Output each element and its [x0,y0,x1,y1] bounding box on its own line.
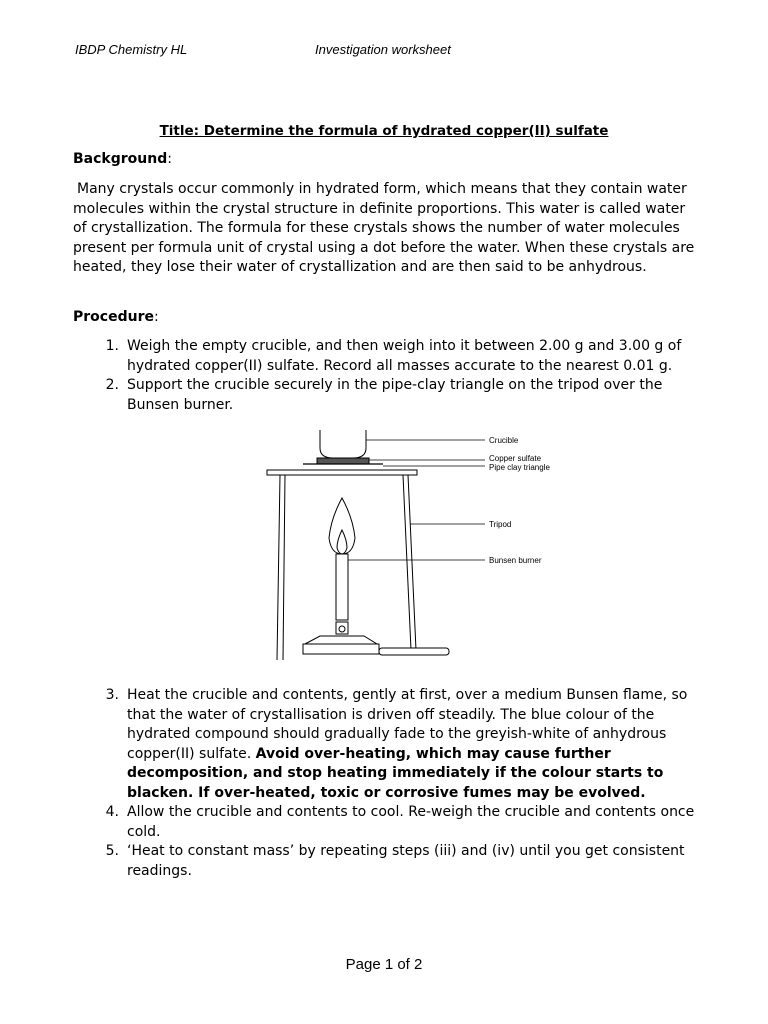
tripod-top [267,470,417,475]
step-number: 2. [105,377,119,393]
header-course: IBDP Chemistry HL [75,42,188,57]
step-3-text: Heat the crucible and contents, gently at first, over a medium Bunsen flame, so that the water of crystallisation is driven off steadily. The blue colour of the hydrated compound should gradually fade to the greyish-white of anhydrous copper(II) sulfate. [127,687,688,762]
step-text: Weigh the empty crucible, and then weigh into it between 2.00 g and 3.00 g of hydrated copper(II) sulfate. Record all masses accurate to the nearest 0.01 g. [127,338,682,374]
crucible-shape [320,430,366,458]
procedure-heading: Procedure: [73,309,159,325]
step-2 [73,376,709,415]
label-copper-sulfate: Copper sulfate [489,454,542,463]
step-number: 5. [105,843,119,859]
copper-sulfate-shape [317,458,369,464]
background-heading: Background: [73,151,172,167]
background-text: Many crystals occur commonly in hydrated form, which means that they contain water molecules within the crystal structure in definite proportions. This water is called water of crystallization. The formula for these crystals shows the number of water molecules present per formula unit of crystal using a dot before the water. When these crystals are heated, they lose their water of crystallization and are then said to be anhydrous. [73,181,695,275]
document-title: Title: Determine the formula of hydrated copper(II) sulfate [159,123,609,139]
step-1 [73,337,709,376]
step-number: 4. [105,804,119,820]
step-text: ‘Heat to constant mass’ by repeating steps (iii) and (iv) until you get consistent readings. [127,843,685,879]
procedure-steps-bottom [73,686,709,881]
step-text: Support the crucible securely in the pipe-clay triangle on the tripod over the Bunsen burner. [127,377,663,413]
procedure-steps-top [73,337,709,415]
step-3 [73,686,709,803]
step-text [119,686,709,803]
step-3-warning: Avoid over-heating, which may cause further decomposition, and stop heating immediately if the colour starts to blacken. If over-heated, toxic or corrosive fumes may be evolved. [127,745,664,801]
apparatus-diagram [245,430,550,670]
step-number: 1. [105,338,119,354]
step-4 [73,803,709,842]
label-bunsen: Bunsen burner [489,556,542,565]
burner-tube [336,554,348,620]
label-pipe-clay: Pipe clay triangle [489,463,550,472]
tripod-leg-right [403,475,411,650]
header-doc-type: Investigation worksheet [315,42,451,57]
burner-base [305,636,377,644]
label-tripod: Tripod [489,520,512,529]
step-number: 3. [105,687,119,703]
step-5 [73,842,709,881]
label-crucible: Crucible [489,436,519,445]
gas-tubing [379,648,449,655]
step-text: Allow the crucible and contents to cool. Re-weigh the crucible and contents once cold. [127,804,695,840]
page-number: Page 1 of 2 [345,956,423,973]
tripod-leg-left [277,475,280,660]
